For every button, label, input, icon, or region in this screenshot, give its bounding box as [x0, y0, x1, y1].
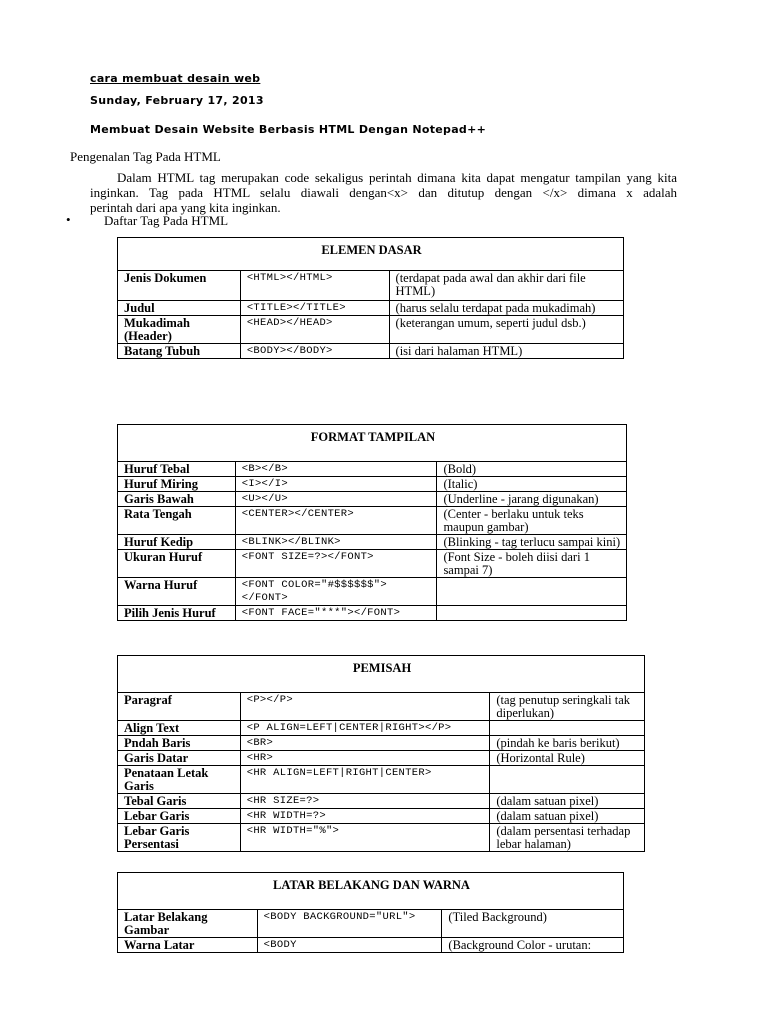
- row-desc: (Font Size - boleh diisi dari 1 sampai 7): [437, 550, 627, 578]
- row-code: <U></U>: [235, 492, 437, 507]
- row-code: <HEAD></HEAD>: [240, 316, 389, 344]
- table-row: [118, 535, 627, 550]
- table-latar-belakang: [117, 872, 624, 953]
- row-label: Warna Huruf: [118, 578, 236, 606]
- table-row: [118, 492, 627, 507]
- table-row: [118, 809, 645, 824]
- row-desc: (Blinking - tag terlucu sampai kini): [437, 535, 627, 550]
- table-row: [118, 766, 645, 794]
- table-row: [118, 721, 645, 736]
- row-desc: (Center - berlaku untuk teks maupun gambar): [437, 507, 627, 535]
- table-row: [118, 693, 645, 721]
- row-label: Pilih Jenis Huruf: [118, 606, 236, 621]
- post-title: Membuat Desain Website Berbasis HTML Dengan Notepad++: [90, 123, 487, 136]
- row-desc: (keterangan umum, seperti judul dsb.): [389, 316, 623, 344]
- table-row: [118, 910, 624, 938]
- table-row: [118, 606, 627, 621]
- row-code: <FONT SIZE=?></FONT>: [235, 550, 437, 578]
- row-code: <B></B>: [235, 462, 437, 477]
- row-desc: (isi dari halaman HTML): [389, 344, 623, 359]
- row-label: Mukadimah (Header): [118, 316, 241, 344]
- row-label: Penataan Letak Garis: [118, 766, 241, 794]
- row-label: Rata Tengah: [118, 507, 236, 535]
- row-desc: (dalam satuan pixel): [490, 794, 645, 809]
- row-desc: (dalam satuan pixel): [490, 809, 645, 824]
- table-title: LATAR BELAKANG DAN WARNA: [118, 873, 624, 910]
- row-code: <TITLE></TITLE>: [240, 301, 389, 316]
- row-desc: [437, 578, 627, 606]
- table-row: [118, 794, 645, 809]
- table-title: ELEMEN DASAR: [118, 238, 624, 271]
- row-code: <FONT FACE="***"></FONT>: [235, 606, 437, 621]
- row-label: Lebar Garis: [118, 809, 241, 824]
- table-row: [118, 477, 627, 492]
- table-format-tampilan: [117, 424, 627, 621]
- row-desc: [437, 606, 627, 621]
- row-code: <BODY: [257, 938, 442, 953]
- table-row: [118, 316, 624, 344]
- table-row: [118, 736, 645, 751]
- table-row: [118, 938, 624, 953]
- table-row: [118, 751, 645, 766]
- row-desc: (pindah ke baris berikut): [490, 736, 645, 751]
- table-row: [118, 578, 627, 606]
- row-code: <HR WIDTH=?>: [240, 809, 490, 824]
- row-label: Huruf Miring: [118, 477, 236, 492]
- row-label: Paragraf: [118, 693, 241, 721]
- intro-line-1: Dalam HTML tag merupakan code sekaligus perintah dimana kita dapat mengatur tampilan yang kita: [117, 170, 677, 185]
- row-desc: (dalam persentasi terhadap lebar halaman): [490, 824, 645, 852]
- row-code: <HR>: [240, 751, 490, 766]
- blog-title[interactable]: cara membuat desain web: [90, 72, 261, 85]
- row-label: Tebal Garis: [118, 794, 241, 809]
- row-code: <P></P>: [240, 693, 490, 721]
- row-label: Warna Latar: [118, 938, 258, 953]
- table-elemen-dasar: [117, 237, 624, 359]
- row-desc: (Horizontal Rule): [490, 751, 645, 766]
- row-code: <BLINK></BLINK>: [235, 535, 437, 550]
- row-label: Huruf Kedip: [118, 535, 236, 550]
- table-row: [118, 271, 624, 301]
- intro-line-2: inginkan. Tag pada HTML selalu diawali dengan<x> dan ditutup dengan </x> dimana x adalah: [90, 185, 677, 200]
- section-heading: Pengenalan Tag Pada HTML: [70, 149, 221, 164]
- row-code: <HTML></HTML>: [240, 271, 389, 301]
- row-label: Garis Bawah: [118, 492, 236, 507]
- table-row: [118, 344, 624, 359]
- bullet-text: Daftar Tag Pada HTML: [104, 213, 229, 228]
- table-title: PEMISAH: [118, 656, 645, 693]
- row-code: <I></I>: [235, 477, 437, 492]
- row-code: <P ALIGN=LEFT|CENTER|RIGHT></P>: [240, 721, 490, 736]
- row-desc: (Bold): [437, 462, 627, 477]
- row-desc: (Underline - jarang digunakan): [437, 492, 627, 507]
- row-label: Ukuran Huruf: [118, 550, 236, 578]
- row-label: Align Text: [118, 721, 241, 736]
- row-desc: (Background Color - urutan:: [442, 938, 624, 953]
- row-label: Latar Belakang Gambar: [118, 910, 258, 938]
- table-pemisah: [117, 655, 645, 852]
- row-desc: (harus selalu terdapat pada mukadimah): [389, 301, 623, 316]
- row-desc: [490, 766, 645, 794]
- table-title: FORMAT TAMPILAN: [118, 425, 627, 462]
- row-code: <BR>: [240, 736, 490, 751]
- row-code: <HR ALIGN=LEFT|RIGHT|CENTER>: [240, 766, 490, 794]
- table-row: [118, 550, 627, 578]
- post-date: Sunday, February 17, 2013: [90, 94, 264, 107]
- row-desc: (Italic): [437, 477, 627, 492]
- row-desc: [490, 721, 645, 736]
- row-desc: (Tiled Background): [442, 910, 624, 938]
- row-label: Lebar Garis Persentasi: [118, 824, 241, 852]
- row-code: <FONT COLOR="#$$$$$$"></FONT>: [235, 578, 437, 606]
- row-code: <HR SIZE=?>: [240, 794, 490, 809]
- table-row: [118, 824, 645, 852]
- row-label: Garis Datar: [118, 751, 241, 766]
- row-code: <HR WIDTH="%">: [240, 824, 490, 852]
- table-row: [118, 301, 624, 316]
- row-code: <BODY BACKGROUND="URL">: [257, 910, 442, 938]
- intro-line-3: perintah dari apa yang kita inginkan.: [90, 200, 281, 215]
- row-label: Batang Tubuh: [118, 344, 241, 359]
- bullet-icon: •: [66, 212, 71, 227]
- row-label: Jenis Dokumen: [118, 271, 241, 301]
- table-row: [118, 462, 627, 477]
- row-code: <CENTER></CENTER>: [235, 507, 437, 535]
- row-label: Judul: [118, 301, 241, 316]
- row-code: <BODY></BODY>: [240, 344, 389, 359]
- row-label: Pndah Baris: [118, 736, 241, 751]
- row-desc: (tag penutup seringkali tak diperlukan): [490, 693, 645, 721]
- table-row: [118, 507, 627, 535]
- row-label: Huruf Tebal: [118, 462, 236, 477]
- row-desc: (terdapat pada awal dan akhir dari file HTML): [389, 271, 623, 301]
